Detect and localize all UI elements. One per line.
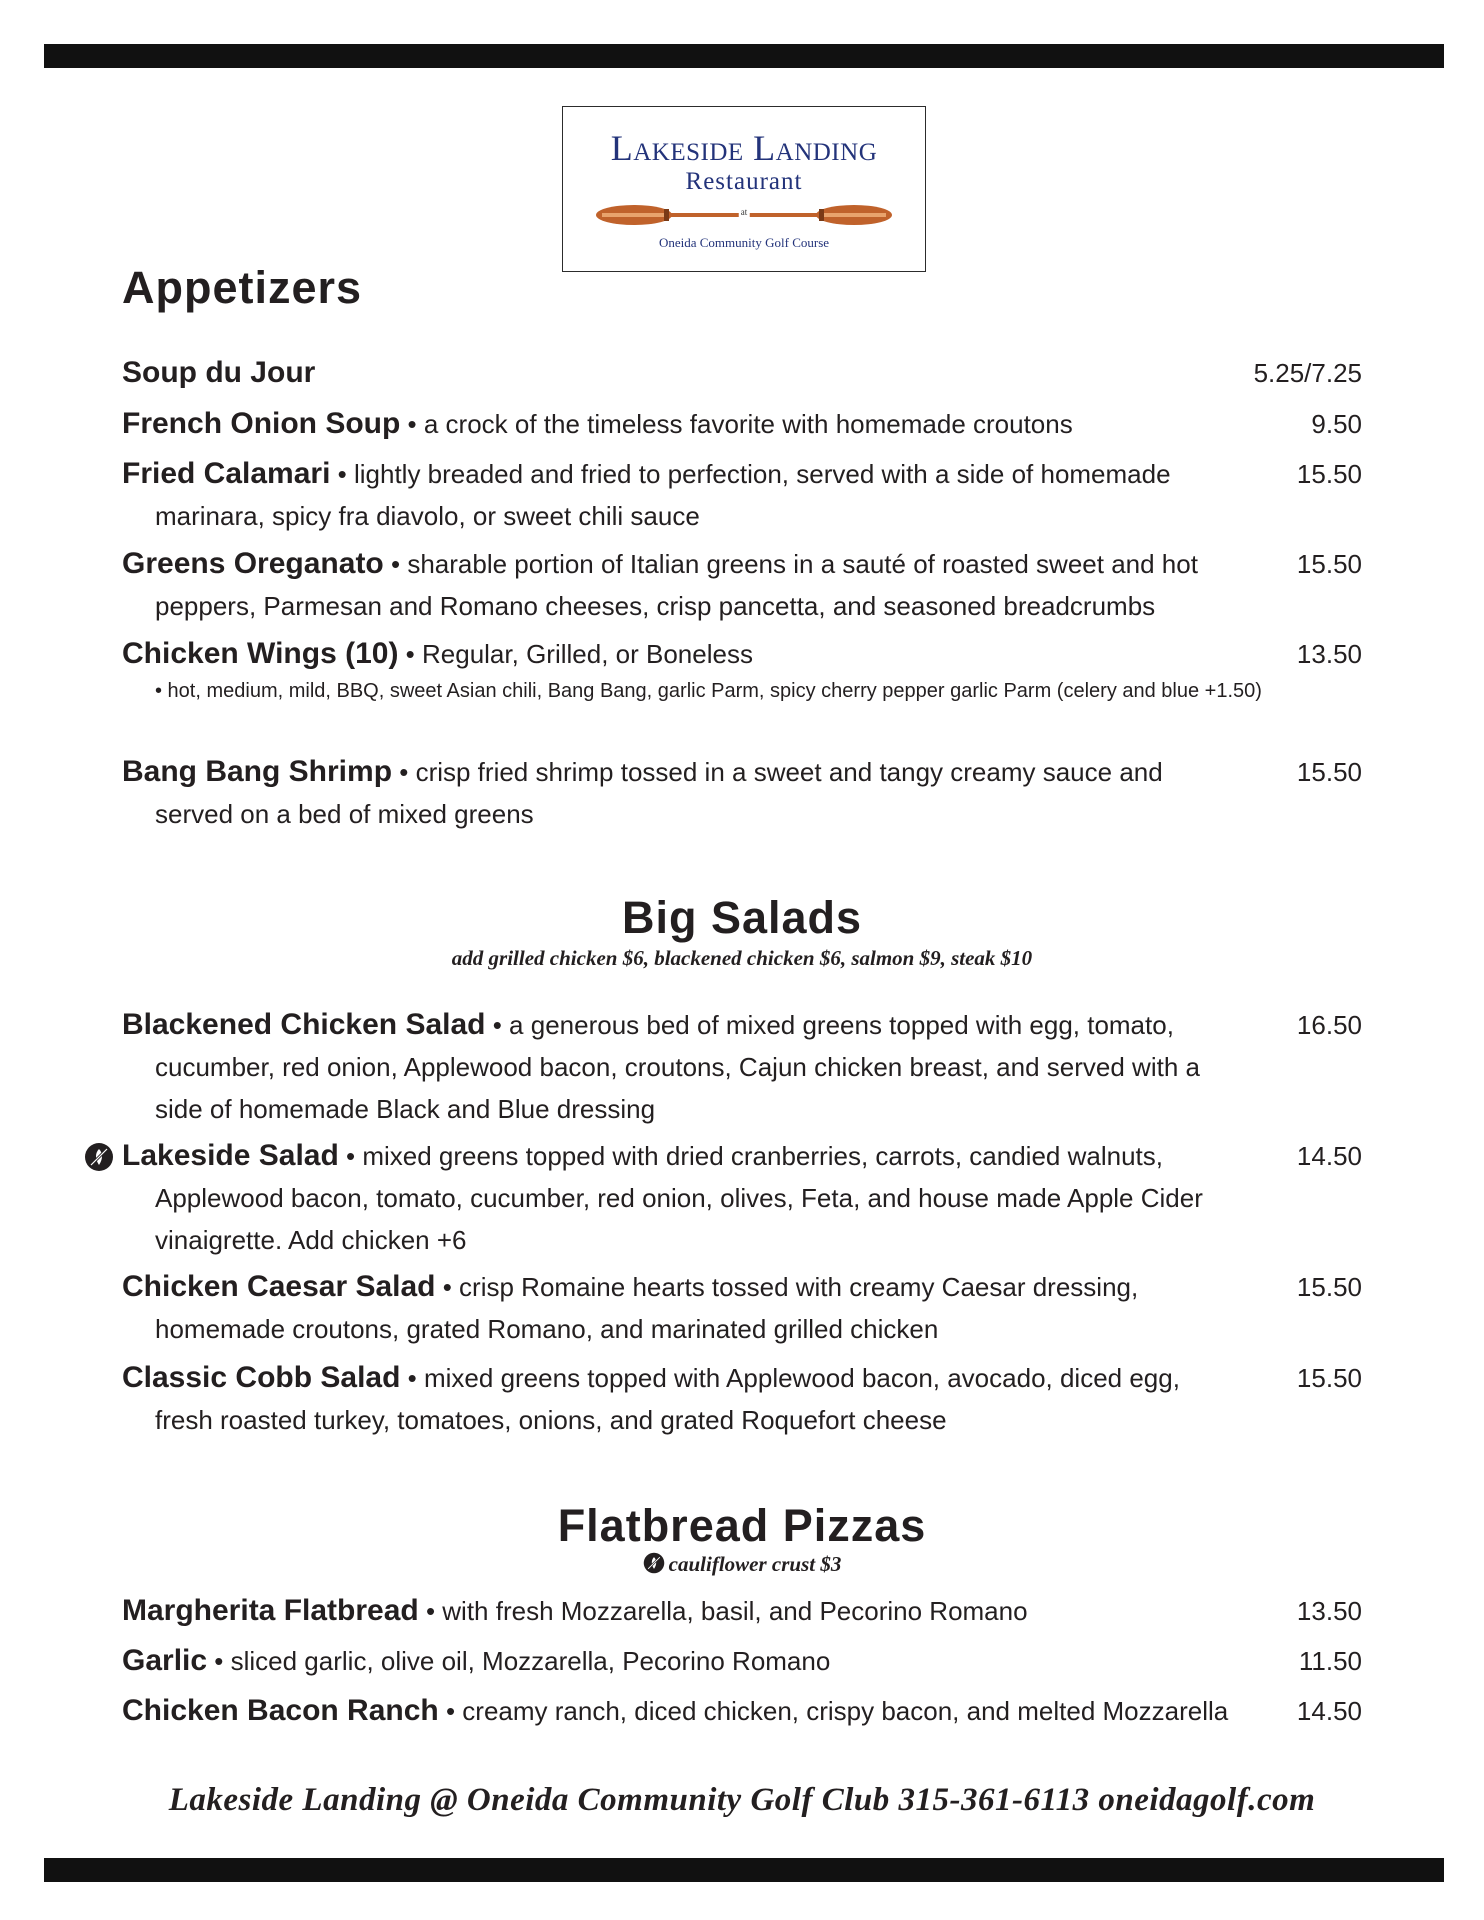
- item-desc-cont: homemade croutons, grated Romano, and marinated grilled chicken: [155, 1314, 939, 1344]
- oars-icon: [563, 201, 925, 229]
- item-name: Chicken Wings (10): [122, 637, 399, 670]
- item-name: Bang Bang Shrimp: [122, 755, 393, 788]
- item-desc: • a generous bed of mixed greens topped with egg, tomato,: [485, 1010, 1174, 1040]
- appetizers-heading: Appetizers: [122, 262, 363, 313]
- item-name: Chicken Caesar Salad: [122, 1270, 436, 1303]
- menu-item: [122, 453, 1362, 537]
- item-name: French Onion Soup: [122, 407, 401, 440]
- salads-addon-note: add grilled chicken $6, blackened chicken $6, salmon $9, steak $10: [451, 946, 1033, 970]
- item-price: 15.50: [1296, 459, 1362, 489]
- item-name: Chicken Bacon Ranch: [122, 1694, 439, 1727]
- pizzas-crust-note: [0, 1552, 1484, 1577]
- item-desc: • sharable portion of Italian greens in a sauté of roasted sweet and hot: [383, 549, 1198, 579]
- gluten-free-icon: [643, 1552, 665, 1574]
- item-desc-cont: Applewood bacon, tomato, cucumber, red onion, olives, Feta, and house made Apple Cider vinaigrette. Add chicken +6: [155, 1183, 1203, 1255]
- pizzas-heading: Flatbread Pizzas: [557, 1500, 927, 1551]
- item-price: 15.50: [1296, 1272, 1362, 1302]
- menu-item: [122, 1690, 1362, 1732]
- item-desc: • mixed greens topped with dried cranberries, carrots, candied walnuts,: [338, 1141, 1163, 1171]
- item-price: 13.50: [1296, 639, 1362, 669]
- footer-contact: Lakeside Landing @ Oneida Community Golf Club 315-361-6113 oneidagolf.com: [168, 1782, 1316, 1818]
- item-price: 15.50: [1296, 757, 1362, 787]
- item-desc: • Regular, Grilled, or Boneless: [398, 639, 753, 669]
- menu-item: [122, 1004, 1362, 1130]
- menu-item: [122, 1590, 1362, 1632]
- item-desc: • with fresh Mozzarella, basil, and Pecorino Romano: [418, 1596, 1028, 1626]
- logo-subtitle: Restaurant: [685, 168, 803, 195]
- bottom-border-bar: [44, 1858, 1444, 1882]
- logo-course: Oneida Community Golf Course: [658, 235, 830, 250]
- menu-item: [122, 543, 1362, 627]
- item-desc: • sliced garlic, olive oil, Mozzarella, Pecorino Romano: [207, 1646, 831, 1676]
- pizzas-crust-note-text: cauliflower crust $3: [668, 1552, 842, 1576]
- item-desc: • a crock of the timeless favorite with homemade croutons: [400, 409, 1073, 439]
- item-sauce-options: • hot, medium, mild, BBQ, sweet Asian chili, Bang Bang, garlic Parm, spicy cherry pepper garlic Parm (celery and blue +1.50): [155, 680, 1262, 702]
- item-desc: • creamy ranch, diced chicken, crispy bacon, and melted Mozzarella: [438, 1696, 1229, 1726]
- item-name: Greens Oreganato: [122, 547, 384, 580]
- item-name: Lakeside Salad: [122, 1139, 339, 1172]
- item-desc: • crisp fried shrimp tossed in a sweet and tangy creamy sauce and: [392, 757, 1163, 787]
- restaurant-logo: [562, 106, 926, 272]
- item-desc: • crisp Romaine hearts tossed with creamy Caesar dressing,: [435, 1272, 1139, 1302]
- menu-item: [122, 403, 1362, 445]
- item-price: 14.50: [1296, 1141, 1362, 1171]
- item-desc: • mixed greens topped with Applewood bacon, avocado, diced egg,: [400, 1363, 1180, 1393]
- menu-item: [122, 1135, 1362, 1261]
- menu-item: [122, 751, 1362, 835]
- item-desc-cont: fresh roasted turkey, tomatoes, onions, and grated Roquefort cheese: [155, 1405, 947, 1435]
- item-name: Soup du Jour: [122, 356, 316, 389]
- item-name: Fried Calamari: [122, 457, 331, 490]
- menu-item: [122, 1640, 1362, 1682]
- menu-item: [122, 1266, 1362, 1350]
- item-desc-cont: cucumber, red onion, Applewood bacon, croutons, Cajun chicken breast, and served with a side of homemade Black and Blue dressing: [155, 1052, 1200, 1124]
- salads-heading: Big Salads: [621, 892, 863, 943]
- item-price: 15.50: [1296, 1363, 1362, 1393]
- item-desc-cont: peppers, Parmesan and Romano cheeses, crisp pancetta, and seasoned breadcrumbs: [155, 591, 1156, 621]
- item-desc: • lightly breaded and fried to perfection, served with a side of homemade: [330, 459, 1171, 489]
- menu-item: [122, 633, 1362, 707]
- item-price: 5.25/7.25: [1253, 358, 1362, 388]
- item-name: Garlic: [122, 1644, 208, 1677]
- item-price: 16.50: [1296, 1010, 1362, 1040]
- menu-item: [122, 352, 1362, 394]
- item-price: 11.50: [1298, 1646, 1362, 1676]
- top-border-bar: [44, 44, 1444, 68]
- item-desc-cont: marinara, spicy fra diavolo, or sweet chili sauce: [155, 501, 700, 531]
- item-price: 15.50: [1296, 549, 1362, 579]
- logo-at: at: [740, 207, 748, 217]
- item-name: Blackened Chicken Salad: [122, 1008, 486, 1041]
- item-desc-cont: served on a bed of mixed greens: [155, 799, 534, 829]
- logo-name: Lakeside Landing: [610, 128, 878, 168]
- item-name: Margherita Flatbread: [122, 1594, 419, 1627]
- menu-item: [122, 1357, 1362, 1441]
- item-price: 13.50: [1296, 1596, 1362, 1626]
- item-price: 9.50: [1311, 409, 1362, 439]
- item-name: Classic Cobb Salad: [122, 1361, 401, 1394]
- gluten-free-icon: [84, 1142, 114, 1172]
- item-price: 14.50: [1296, 1696, 1362, 1726]
